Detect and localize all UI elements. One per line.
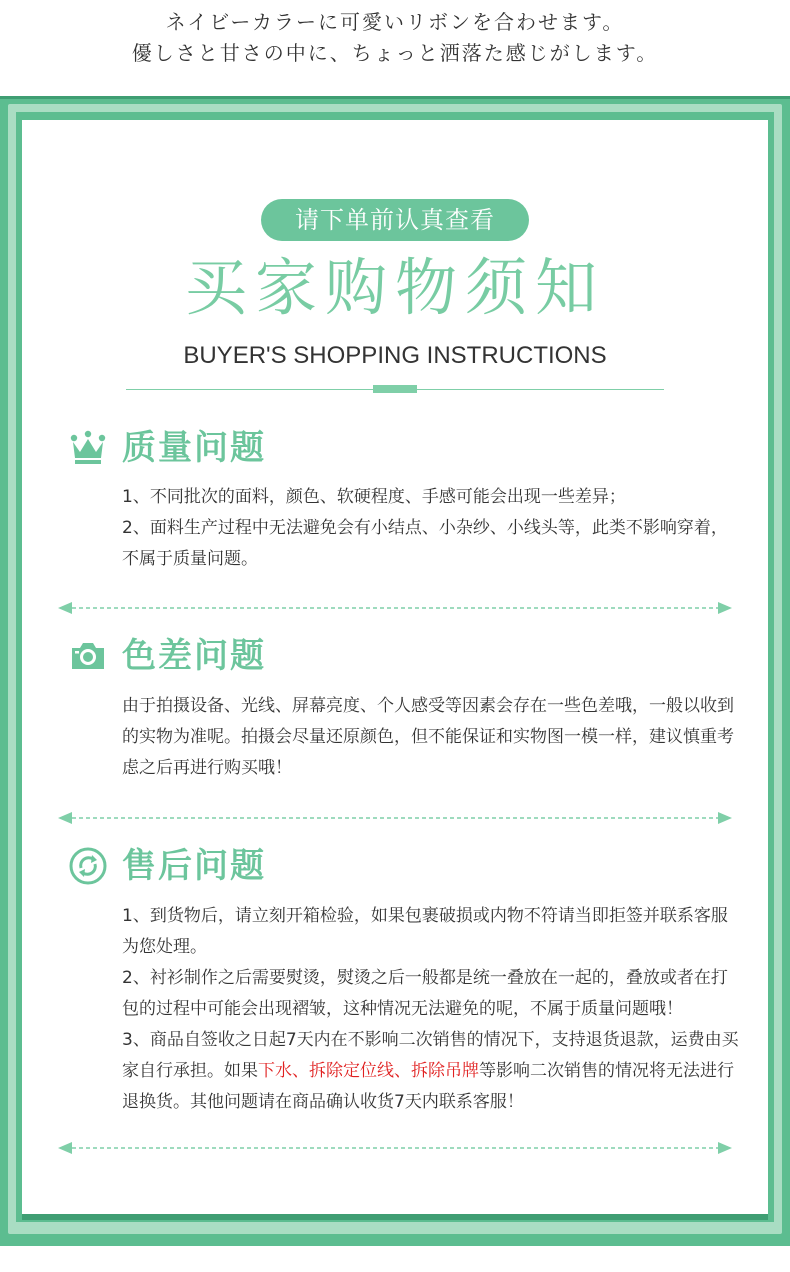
intro-line-1: ネイビーカラーに可愛いリボンを合わせます。	[165, 10, 625, 34]
dashed-divider	[58, 811, 732, 825]
aftersale-item-3	[122, 1025, 742, 1118]
aftersale-item-2: 2、衬衫制作之后需要熨烫，熨烫之后一般都是统一叠放在一起的，叠放或者在打包的过程中可能会出现褶皱，这种情况无法避免的呢，不属于质量问题哦！	[122, 968, 728, 1019]
aftersale-item-3-highlight: 下水、拆除定位线、拆除吊牌	[258, 1061, 479, 1081]
refresh-icon	[68, 846, 108, 886]
section-color-body	[122, 691, 742, 784]
section-aftersale-title: 售后问题	[122, 846, 266, 886]
section-quality-header	[68, 426, 568, 470]
camera-icon	[68, 636, 108, 676]
page-title: 买家购物须知	[184, 251, 605, 324]
page-subtitle: BUYER'S SHOPPING INSTRUCTIONS	[183, 342, 607, 369]
aftersale-item-3-part1: 3、商品自签收之日起7天内在不影响二次销售的情况下，支持退货退款，运费由买家自行承担。如果	[122, 1030, 739, 1081]
notice-pill: 请下单前认真查看	[261, 199, 529, 241]
frame-bottom-band	[22, 1214, 768, 1220]
title-rule-bar	[373, 385, 417, 393]
crown-icon	[68, 428, 108, 468]
aftersale-item-3-part2: 等影响二次销售的情况将无法进行退换货。其他问题请在商品确认收货7天内联系客服！	[122, 1061, 734, 1112]
section-quality-body	[122, 482, 742, 575]
dashed-divider	[58, 1141, 732, 1155]
section-quality-title: 质量问题	[122, 428, 266, 468]
color-text: 由于拍摄设备、光线、屏幕亮度、个人感受等因素会存在一些色差哦，一般以收到的实物为准呢。拍摄会尽量还原颜色，但不能保证和实物图一模一样，建议慎重考虑之后再进行购买哦！	[122, 696, 734, 778]
quality-item-1: 1、不同批次的面料，颜色、软硬程度、手感可能会出现一些差异；	[122, 487, 626, 507]
dashed-divider	[58, 601, 732, 615]
aftersale-item-1: 1、到货物后，请立刻开箱检验，如果包裹破损或内物不符请当即拒签并联系客服为您处理。	[122, 906, 728, 957]
intro-line-2: 優しさと甘さの中に、ちょっと洒落た感じがします。	[131, 41, 659, 65]
section-color-header	[68, 634, 568, 678]
quality-item-2: 2、面料生产过程中无法避免会有小结点、小杂纱、小线头等，此类不影响穿着，不属于质量问题。	[122, 518, 728, 569]
intro-text	[0, 0, 790, 88]
section-color-title: 色差问题	[122, 636, 266, 676]
section-aftersale-header	[68, 844, 568, 888]
section-aftersale-body	[122, 901, 742, 1118]
